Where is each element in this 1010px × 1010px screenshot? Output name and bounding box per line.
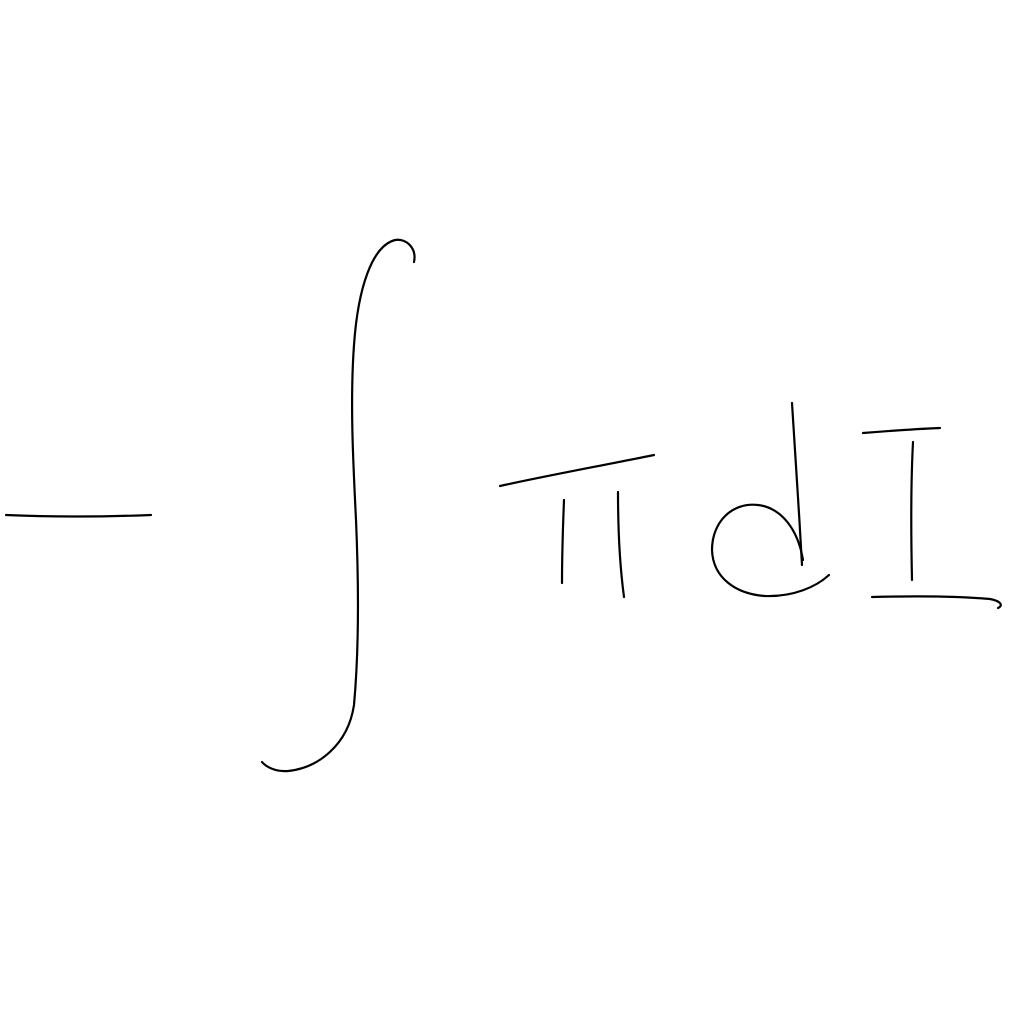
d-symbol — [712, 403, 829, 596]
minus-sign — [6, 515, 151, 517]
integral-sign — [262, 240, 415, 771]
I-symbol — [863, 428, 1001, 608]
pi-symbol — [500, 455, 654, 597]
